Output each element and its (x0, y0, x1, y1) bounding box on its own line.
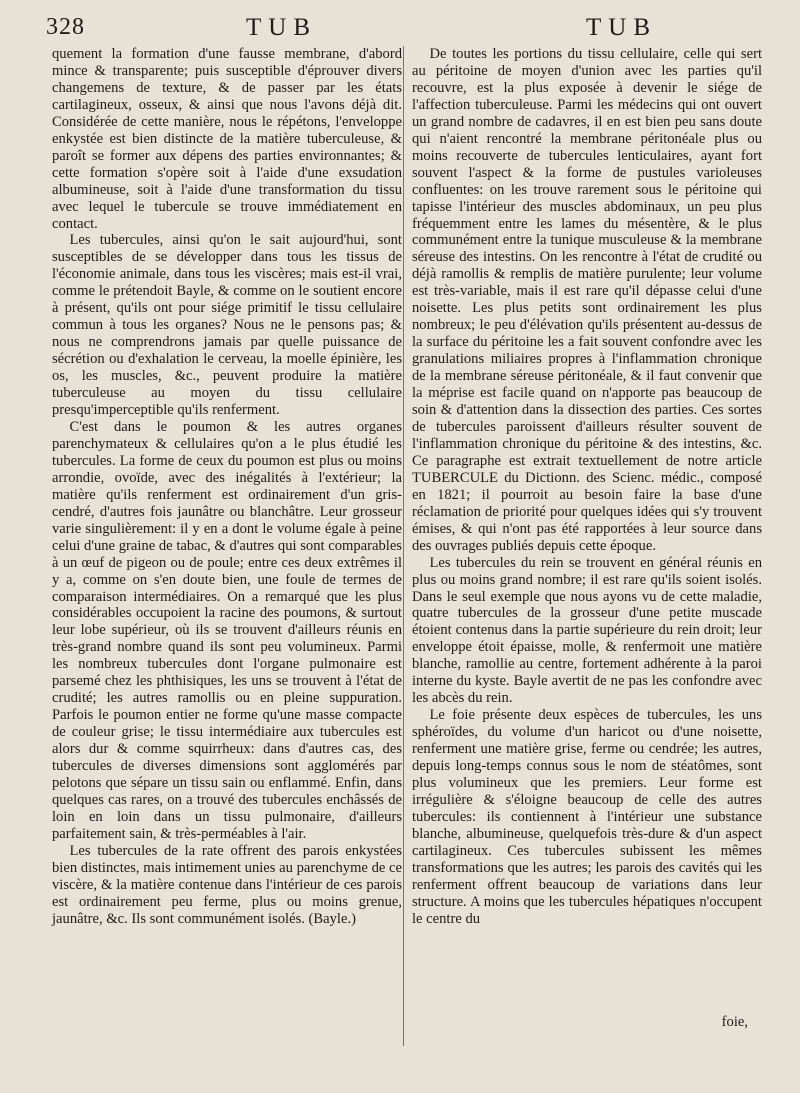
paragraph: Les tubercules du rein se trouvent en général réunis en plus ou moins grand nombre; il est rare qu'ils soient isolés. Dans le seul exemple que nous ayons vu de cette maladie, quatre tubercules de la grosseur d'une petite muscade étoient contenus dans la partie supérieure du rein droit; leur enveloppe étoit épaisse, molle, & renfermoit une matière blanche, ramollie au centre, fortement adhérente à la paroi interne du kyste. Bayle avertit de ne pas les confondre avec les abcès du rein. (412, 554, 762, 707)
running-head-right: TUB (586, 14, 657, 41)
right-column (412, 46, 762, 928)
paragraph: Le foie présente deux espèces de tubercules, les uns sphéroïdes, du volume d'un haricot ou d'une noisette, renferment une matière grise, ferme ou cendrée; les autres, depuis long-temps connus sous le nom de stéatômes, sont plus volumineux que les premiers. Leur forme est irrégulière & s'éloigne beaucoup de celle des autres tubercules: ils contiennent à l'intérieur une substance blanche, albumineuse, quelquefois très-dure & d'un aspect cartilagineux. Ces tubercules subissent les mêmes transformations que les autres; les parois des cavités qui les renferment offrent beaucoup de variations dans leur structure. A moins que les tubercules hépatiques n'occupent le centre du (412, 707, 762, 927)
page-number: 328 (46, 14, 85, 40)
paragraph: Les tubercules, ainsi qu'on le sait aujourd'hui, sont susceptibles de se développer dans tous les tissus de l'économie animale, dans tous les viscères; mais est-il vrai, comme le prétendoit Bayle, & comme on le soutient encore à présent, qu'ils ont pour siége primitif le tissu cellulaire commun à tous les organes? Nous ne le pensons pas; & nous ne comprendrons jamais par quelle puissance de sécrétion ou d'exhalation le cerveau, la moelle épinière, les os, les muscles, &c., peuvent produire la matière tuberculeuse au moyen du tissu cellulaire presqu'imperceptible qu'ils renferment. (52, 232, 402, 419)
column-divider (403, 46, 404, 1046)
paragraph: Les tubercules de la rate offrent des parois enkystées bien distinctes, mais intimement unies au parenchyme de ce viscère, & la matière contenue dans l'intérieur de ces parois est ordinairement peu ferme, plus ou moins grenue, jaunâtre, &c. Ils sont communément isolés. (Bayle.) (52, 842, 402, 927)
paragraph: quement la formation d'une fausse membrane, d'abord mince & transparente; puis susceptible d'éprouver divers changemens de texture, & de passer par les états cartilagineux, osseux, & ainsi que nous l'avons déjà dit. Considérée de cette manière, nous le répétons, l'enveloppe enkystée est bien distincte de la matière tuberculeuse, & paroît se former aux dépens des parties environnantes; & cette formation s'opère soit à l'aide d'une exsudation albumineuse, soit à l'aide d'une transformation du tissu avec lequel le tubercule se trouve immédiatement en contact. (52, 46, 402, 232)
running-head-left: TUB (246, 14, 317, 41)
paragraph: De toutes les portions du tissu cellulaire, celle qui sert au péritoine de moyen d'union avec les parties qu'il recouvre, est la plus exposée à devenir le siége de l'affection tuberculeuse. Parmi les médecins qui ont ouvert un grand nombre de cadavres, il en est bien peu sans doute qui n'aient rencontré la membrane péritonéale plus ou moins recouverte de tubercules lenticulaires, ayant fort souvent l'aspect & la forme de pustules varioleuses confluentes: on les trouve rarement sous le péritoine qui tapisse l'intérieur des muscles abdominaux, un peu plus fréquemment entre les lames du mésentère, & le plus communément entre la tunique musculeuse & la membrane séreuse des intestins. On les rencontre à l'état de crudité ou déjà ramollis & remplis de matière purulente; leur volume est très-variable, mais il est rare qu'il dépasse celui d'une noisette. Les plus petits sont ordinairement les plus nombreux; le peu d'élévation qu'ils présentent au-dessus de la surface du péritoine les a fait souvent confondre avec les granulations miliaires propres à l'inflammation chronique de la membrane séreuse péritonéale, & il faut convenir que la méprise est facile quand on n'apporte pas beaucoup de soin & d'attention dans la dissection des parties. Ces sortes de tubercules paroissent d'ailleurs résulter souvent de l'inflammation chronique du péritoine & des intestins, &c. Ce paragraphe est extrait textuellement de notre article TUBERCULE du Dictionn. des Scienc. médic., composé en 1821; il pourroit au besoin faire la base d'une réclamation de priorité pour quelques idées qui s'y trouvent émises, & qui n'ont pas été rapportées à leur source dans des ouvrages publiés depuis cette époque. (412, 46, 762, 554)
page-header (46, 14, 782, 48)
left-column (52, 46, 402, 928)
catchword: foie, (721, 1014, 748, 1030)
paragraph: C'est dans le poumon & les autres organes parenchymateux & cellulaires qu'on a le plus étudié les tubercules. La forme de ceux du poumon est plus ou moins arrondie, ovoïde, avec des inégalités à l'extérieur; la matière qu'ils renferment est ordinairement d'un gris-cendré, d'autres fois jaunâtre ou blanchâtre. Leur grosseur varie singulièrement: il y en a dont le volume égale à peine celui d'une graine de tabac, & d'autres qui sont comparables à un œuf de pigeon ou de poule; entre ces deux extrêmes il y a, comme on s'en doute bien, une foule de termes de comparaison intermédiaires. On a remarqué que les plus considérables occupoient la racine des poumons, & surtout leur lobe supérieur, où ils se trouvent d'ailleurs réunis en très-grand nombre quand ils sont peu volumineux. Parmi les nombreux tubercules dont l'organe pulmonaire est parsemé chez les phthisiques, les uns se trouvent à l'état de crudité; les autres ramollis ou en pleine suppuration. Parfois le poumon entier ne forme qu'une masse compacte de couleur grise; le tissu intermédiaire aux tubercules est alors dur & comme squirrheux: dans d'autres cas, des tubercules de diverses dimensions sont agglomérés par pelotons que sépare un tissu sain ou enflammé. Enfin, dans quelques cas rares, on a trouvé des tubercules enchâssés de loin en loin dans un tissu pulmonaire, d'ailleurs parfaitement sain, & très-perméables à l'air. (52, 418, 402, 842)
